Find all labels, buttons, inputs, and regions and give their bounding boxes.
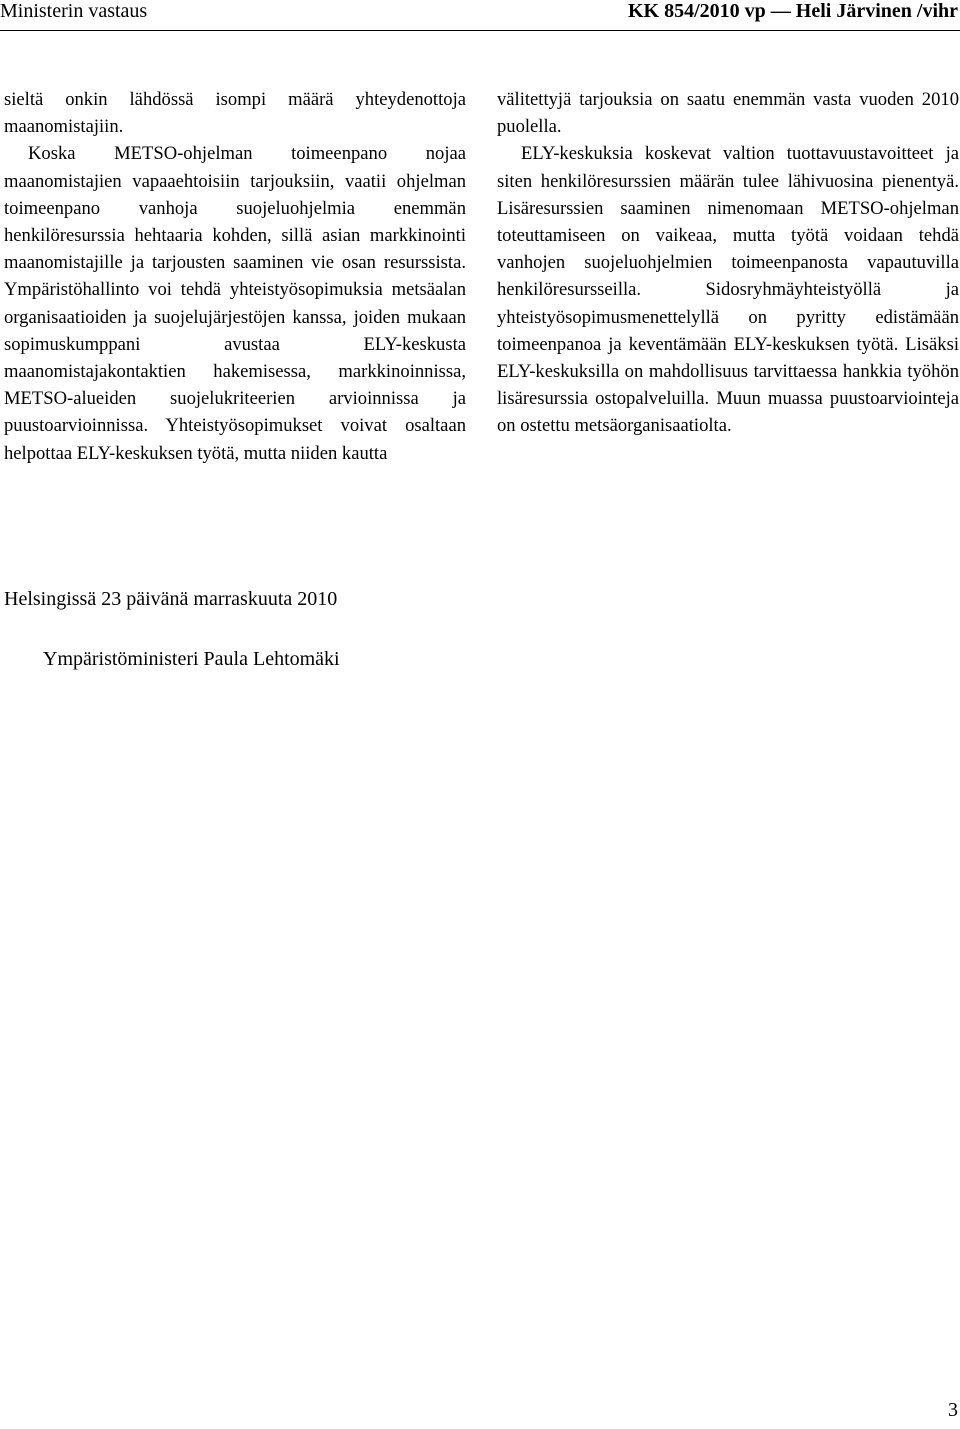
header-title: Ministerin vastaus — [0, 0, 148, 22]
place-date-line: Helsingissä 23 päivänä marraskuuta 2010 — [4, 588, 338, 610]
left-paragraph-1: sieltä onkin lähdössä isompi määrä yhteydenottoja maanomistajiin. — [4, 89, 466, 138]
page-header — [0, 0, 960, 30]
right-paragraph-2: ELY-keskuksia koskevat valtion tuottavuustavoitteet ja siten henkilöresurssien määrän tulee lähivuosina pienentyä. Lisäresurssien saaminen nimenomaan METSO-ohjelman toteuttamiseen on vaikeaa, mutta työtä voidaan tehdä vanhojen suojeluohjelmien toimeenpanosta vapautuvilla henkilöresursseilla. Sidosryhmäyhteistyöllä ja yhteistyösopimusmenettelyllä on pyritty edistämään toimeenpanoa ja keventämään ELY-keskuksen työtä. Lisäksi ELY-keskuksilla on mahdollisuus tarvittaessa hankkia työhön lisäresurssia ostopalveluilla. Muun muassa puustoarviointeja on ostettu metsäorganisaatiolta. — [497, 143, 959, 437]
header-divider — [0, 30, 960, 31]
left-paragraph-2: Koska METSO-ohjelman toimeenpano nojaa maanomistajien vapaaehtoisiin tarjouksiin, vaatii ohjelman toimeenpano vanhoja suojeluohjelmia enemmän henkilöresurssia hehtaaria kohden, sillä asian markkinointi maanomistajille ja tarjousten saaminen vie osan resurssista. Ympäristöhallinto voi tehdä yhteistyösopimuksia metsäalan organisaatioiden ja suojelujärjestöjen kanssa, joiden mukaan sopimuskumppani avustaa ELY-keskusta maanomistajakontaktien hakemisessa, markkinoinnissa, METSO-alueiden suojelukriteerien arvioinnissa ja puustoarvioinnissa. Yhteistyösopimukset voivat osaltaan helpottaa ELY-keskuksen työtä, mutta niiden kautta — [4, 143, 466, 464]
right-column — [497, 86, 959, 440]
page-number: 3 — [948, 1399, 958, 1421]
right-paragraph-1: välitettyjä tarjouksia on saatu enemmän vasta vuoden 2010 puolella. — [497, 89, 959, 138]
header-reference: KK 854/2010 vp — Heli Järvinen /vihr — [627, 0, 958, 22]
left-column — [4, 86, 466, 467]
minister-signature: Ympäristöministeri Paula Lehtomäki — [43, 648, 340, 670]
